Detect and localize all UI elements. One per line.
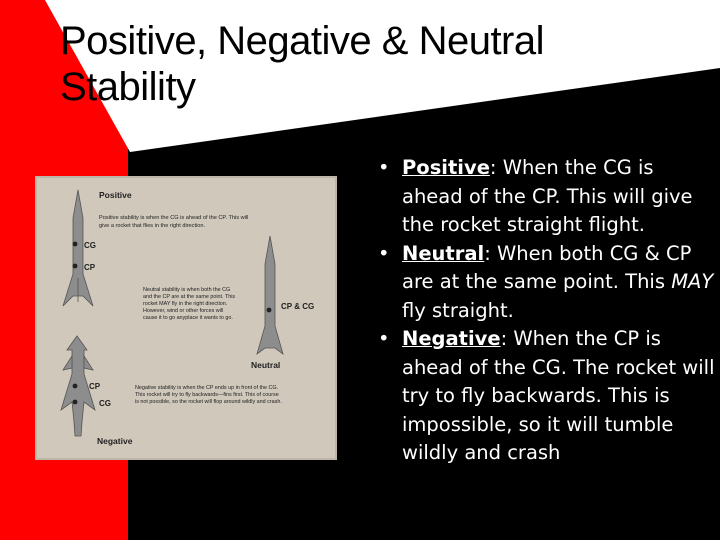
- slide-title: Positive, Negative & Neutral Stability: [60, 19, 545, 109]
- term-positive: Positive: [402, 156, 490, 179]
- stability-bullet-list: [370, 154, 718, 468]
- neutral-rocket: [257, 236, 283, 354]
- label-negative: Negative: [97, 436, 133, 446]
- label-neutral: Neutral: [251, 360, 281, 370]
- bullet-neutral-text-after: fly straight.: [402, 298, 514, 322]
- bullet-dot-icon: •: [378, 327, 390, 350]
- label-cp-negative: CP: [89, 382, 101, 391]
- text-negative-3: is not possible, so the rocket will flop around wildly and crash.: [135, 399, 282, 405]
- term-negative: Negative: [402, 327, 501, 350]
- text-positive-2: give a rocket that flies in the right direction.: [99, 223, 206, 229]
- term-neutral: Neutral: [402, 241, 485, 265]
- bullet-negative-text: : When the CP is ahead of the CG. The rocket will try to fly backwards. This is impossible, so it will tumble wildly and crash: [402, 327, 715, 464]
- cp-dot-negative: [73, 384, 78, 389]
- bullet-positive-text: : When the CG is ahead of the CP. This will give the rocket straight flight.: [402, 156, 693, 236]
- bullet-dot-icon: •: [378, 241, 390, 265]
- cg-dot-negative: [73, 400, 78, 405]
- cp-dot-positive: [73, 264, 78, 269]
- label-cp-cg: CP & CG: [281, 302, 315, 311]
- text-neutral-4: However, wind or other forces will: [143, 308, 224, 314]
- text-positive-1: Positive stability is when the CG is ahead of the CP. This will: [99, 215, 249, 221]
- text-negative-2: This rocket will try to fly backwards—fins first. This of course: [135, 392, 279, 398]
- label-positive: Positive: [99, 190, 132, 200]
- cp-cg-dot-neutral: [267, 308, 272, 313]
- stability-diagram: [35, 176, 337, 460]
- bullet-neutral: [370, 240, 718, 326]
- label-cg-negative: CG: [99, 399, 111, 408]
- bullet-negative: [370, 325, 718, 468]
- cg-dot-positive: [73, 242, 78, 247]
- text-neutral-2: and the CP are at the same point. This: [143, 294, 236, 300]
- text-neutral-3: rocket MAY fly in the right direction.: [143, 301, 228, 307]
- text-neutral-5: cause it to go anyplace it wants to go.: [143, 315, 233, 321]
- bullet-dot-icon: •: [378, 156, 390, 179]
- text-neutral-1: Neutral stability is when both the CG: [143, 287, 231, 293]
- label-cg-positive: CG: [84, 241, 96, 250]
- bullet-neutral-text-before: : When both CG & CP are at the same point. This: [402, 241, 692, 293]
- text-negative-1: Negative stability is when the CP ends up in front of the CG.: [135, 385, 279, 391]
- label-cp-positive: CP: [84, 263, 96, 272]
- bullet-neutral-emphasis: MAY: [671, 270, 714, 293]
- bullet-positive: [370, 154, 718, 240]
